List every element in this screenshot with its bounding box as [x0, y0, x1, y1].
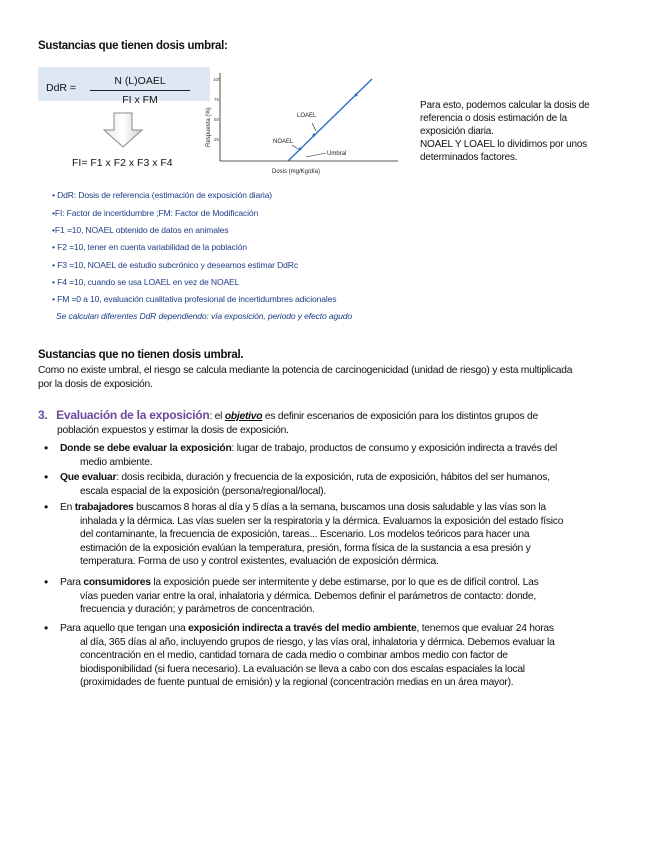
legend-item: •F1 =10, NOAEL obtenido de datos en animales	[52, 225, 229, 235]
legend-item: • DdR: Dosis de referencia (estimación de exposición diaria)	[52, 190, 272, 200]
bullet-bold: exposición indirecta a través del medio ambiente	[188, 623, 417, 634]
fi-formula-text: FI= F1 x F2 x F3 x F4	[72, 157, 173, 169]
bullet-item	[44, 575, 622, 617]
bullet-text: buscamos 8 horas al día y 5 días a la semana, buscamos una dosis saludable y las vías son la	[133, 502, 546, 513]
noael-point	[299, 148, 302, 151]
bullet-text: estimación de la exposición evalúan la temperatura, presión, forma física de la sustancia a esa presión y	[80, 542, 531, 554]
bullet-bold: Donde se debe evaluar la exposición	[60, 443, 232, 454]
svg-text:100: 100	[213, 77, 221, 82]
bullet-text: : dosis recibida, duración y frecuencia de la exposición, ruta de exposición, hábitos del ser humanos,	[116, 472, 550, 483]
svg-text:50: 50	[214, 117, 220, 122]
upper-point	[355, 94, 358, 97]
paragraph-line: por la dosis de exposición.	[38, 378, 153, 390]
side-note	[420, 99, 620, 164]
side-note-line: Para esto, podemos calcular la dosis de	[420, 100, 590, 111]
side-note-line: referencia o dosis estimación de la	[420, 113, 567, 124]
section3-intro-pre: : el	[209, 411, 225, 422]
bullet-text: escala espacial de la exposición (persona/regional/local).	[80, 485, 326, 497]
side-note-line: NOAEL Y LOAEL lo dividimos por unos	[420, 139, 587, 150]
dose-response-chart	[200, 69, 405, 179]
bullet-text: la exposición puede ser intermitente y debe estimarse, por lo que es de difícil control. Las	[150, 577, 539, 588]
svg-text:25: 25	[214, 137, 220, 142]
bullet-dot-icon: •	[44, 441, 48, 455]
svg-text:75: 75	[214, 97, 220, 102]
umbral-label: Umbral	[327, 151, 347, 157]
bullet-item	[44, 441, 622, 469]
legend-note: Se calculan diferentes DdR dependiendo: vía exposición, periodo y efecto agudo	[56, 311, 352, 321]
bullet-pre: Para	[60, 577, 84, 588]
fraction-bar	[90, 90, 190, 91]
legend-item: • FM =0 a 10, evaluación cualitativa profesional de incertidumbres adicionales	[52, 294, 337, 304]
legend-item: • F2 =10, tener en cuenta variabilidad de la población	[52, 242, 247, 252]
bullet-pre: Para aquello que tengan una	[60, 623, 189, 634]
section2-paragraph	[38, 364, 620, 391]
section3-objetivo: objetivo	[224, 411, 263, 422]
section3-heading: Evaluación de la exposición	[56, 408, 210, 422]
formula-numerator: N (L)OAEL	[114, 75, 166, 87]
bullet-bold: consumidores	[83, 577, 151, 588]
paragraph-line: Como no existe umbral, el riesgo se calcula mediante la potencia de carcinogenicidad (unidad de riesgo) y esta multiplicada	[38, 365, 573, 376]
bullet-text: frecuencia y duración; y parámetros de concentración.	[80, 604, 315, 615]
bullet-dot-icon: •	[44, 470, 48, 484]
bullet-pre: En	[60, 502, 75, 513]
bullet-text: inhalada y la dérmica. Las vías suelen ser la respiratoria y la dérmica. Evaluamos la exposición del estado físico	[80, 515, 564, 527]
bullet-text: : lugar de trabajo, productos de consumo y exposición indirecta a través del	[231, 443, 558, 454]
loael-label: LOAEL	[297, 113, 317, 119]
section3-number: 3.	[38, 408, 48, 422]
legend-item: • F4 =10, cuando se usa LOAEL en vez de NOAEL	[52, 277, 240, 287]
bullet-text: concentración en el medio, cantidad tomara de cada medio o combinar ambos medio con factor de	[80, 650, 508, 661]
ddr-label: DdR =	[46, 82, 77, 94]
legend-item: • F3 =10, NOAEL de estudio subcrónico y deseamos estimar DdRc	[52, 260, 298, 270]
bullet-bold: trabajadores	[74, 502, 134, 513]
down-arrow-icon	[102, 112, 144, 148]
section-title-umbral: Sustancias que tienen dosis umbral:	[38, 40, 228, 52]
bullet-item	[44, 470, 622, 498]
legend-item: •FI: Factor de incertidumbre ;FM: Factor de Modificación	[52, 208, 259, 218]
bullet-dot-icon: •	[44, 500, 48, 514]
bullet-text: (proximidades de fuente puntual de emisión) y la regional (concentración medias en un área mayor).	[80, 677, 514, 688]
noael-label: NOAEL	[273, 139, 294, 145]
bullet-item	[44, 621, 622, 690]
bullet-dot-icon: •	[44, 575, 48, 589]
bullet-text: medio ambiente.	[80, 456, 153, 468]
bullet-bold: Que evaluar	[60, 472, 117, 483]
bullet-text: temperatura. Forma de uso y control existentes, evaluación de exposición dérmica.	[80, 556, 439, 567]
fi-formula	[72, 157, 173, 169]
bullet-text: , tenemos que evaluar 24 horas	[416, 623, 554, 634]
side-note-line: exposición diaria.	[420, 126, 494, 137]
section3-intro-line2: población expuestos y estimar la dosis de exposición.	[57, 425, 289, 436]
formula-denominator: FI x FM	[122, 94, 158, 106]
bullet-dot-icon: •	[44, 621, 48, 635]
dose-reference-figure	[38, 67, 413, 322]
chart-y-axis-label: Respuesta (%)	[206, 107, 212, 147]
side-note-line: determinados factores.	[420, 152, 518, 163]
chart-x-axis-label: Dosis (mg/Kg/día)	[272, 169, 321, 175]
bullet-item	[44, 500, 622, 569]
loael-point	[313, 134, 316, 137]
bullet-text: vías pueden variar entre la oral, inhalatoria y dérmica. Debemos definir el parámetros de contacto: donde,	[80, 590, 537, 602]
section3-intro-post: es definir escenarios de exposición para los distintos grupos de	[262, 411, 538, 422]
section-title-no-umbral: Sustancias que no tienen dosis umbral.	[38, 349, 244, 361]
bullet-text: al día, 365 días al año, incluyendo grupos de riesgo, y las vías oral, inhalatoria y dérmica. Debemos evaluar la	[80, 636, 555, 648]
bullet-text: biodisponibilidad (si fuera necesario). La evaluación se lleva a cabo con dos escalas espaciales la local	[80, 663, 525, 675]
section3-intro	[38, 408, 628, 438]
bullet-text: del contaminante, la frecuencia de exposición, tareas... Escenario. Los modelos teóricos para hacer una	[80, 529, 530, 540]
